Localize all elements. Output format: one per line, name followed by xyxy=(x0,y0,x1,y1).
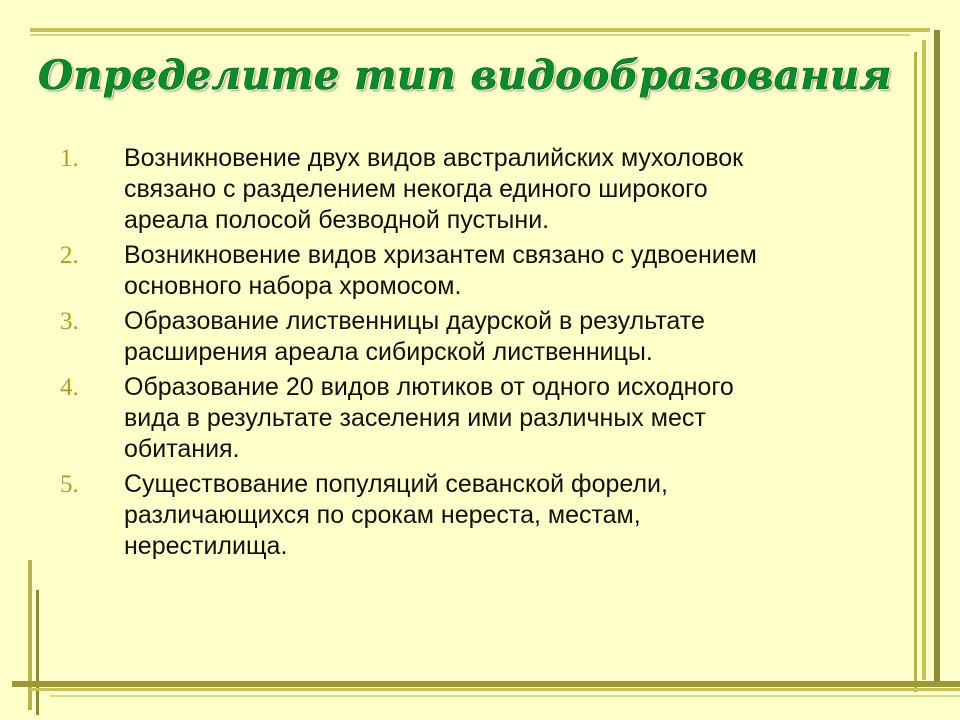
frame-right-bar-inner xyxy=(914,52,917,692)
list-item xyxy=(60,143,880,236)
frame-right-bar-dark xyxy=(934,30,940,685)
item-number: 5. xyxy=(60,471,79,498)
frame-right-bar xyxy=(922,40,926,680)
frame-top-bar-thin xyxy=(30,34,910,36)
list-item xyxy=(60,240,880,302)
item-text: Образование лиственницы даурской в результате расширения ареала сибирской лиственницы. xyxy=(124,307,705,366)
list-item xyxy=(60,469,880,562)
item-text: Возникновение видов хризантем связано с удвоением основного набора хромосом. xyxy=(124,241,757,300)
frame-bottom-bar-thin xyxy=(50,695,960,697)
item-number: 4. xyxy=(60,374,79,401)
list-item xyxy=(60,306,880,368)
frame-bottom-bar-dark xyxy=(12,681,960,687)
frame-bottom-bar xyxy=(30,688,960,691)
item-text: Существование популяций севанской форели, различающихся по срокам нереста, местам, нерестилища. xyxy=(124,470,668,560)
item-text: Возникновение двух видов австралийских мухоловок связано с разделением некогда единого широкого ареала полосой безводной пустыни. xyxy=(124,144,744,234)
list-item xyxy=(60,372,880,465)
item-number: 2. xyxy=(60,242,79,269)
frame-top-bar xyxy=(30,28,930,32)
question-list xyxy=(60,143,880,566)
item-number: 1. xyxy=(60,145,79,172)
item-number: 3. xyxy=(60,308,79,335)
slide-title: Определите тип видообразования xyxy=(38,52,892,99)
frame-left-bar-dark xyxy=(36,590,39,715)
item-text: Образование 20 видов лютиков от одного исходного вида в результате заселения ими различных мест обитания. xyxy=(124,373,734,463)
